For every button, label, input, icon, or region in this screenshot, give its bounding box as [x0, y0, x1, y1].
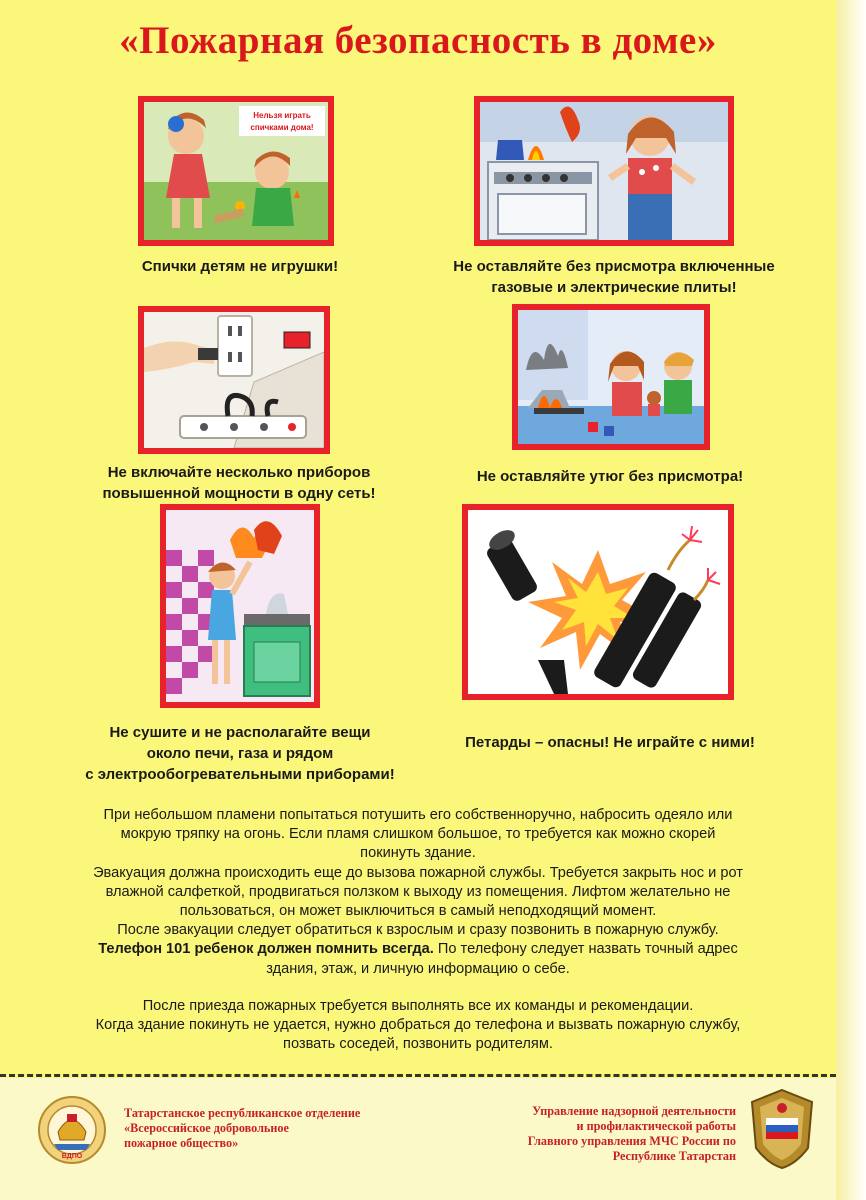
vdpo-emblem-icon	[36, 1094, 108, 1166]
clothes-near-stove-illustration	[166, 510, 314, 702]
caption-line: газовые и электрические плиты!	[491, 279, 737, 296]
footer-right-line: и профилактической работы	[576, 1119, 736, 1133]
caption-line: Не включайте несколько приборов	[107, 464, 371, 481]
footer-left-organization	[124, 1106, 424, 1151]
children-iron-illustration	[518, 310, 704, 444]
panel-socket-image	[138, 306, 330, 454]
panel-iron-image	[512, 304, 710, 450]
girl-at-stove-illustration	[480, 102, 728, 240]
footer-right-organization	[468, 1104, 736, 1164]
footer-right-line: Главного управления МЧС России по	[527, 1134, 736, 1148]
advice-line: позвать соседей, позвонить родителям.	[283, 1036, 553, 1053]
phone-line	[20, 940, 816, 959]
panel-matches-caption	[90, 256, 390, 277]
panel-drying-image	[160, 504, 320, 708]
caption-line: Петарды – опасны! Не играйте с ними!	[465, 734, 755, 751]
panel-socket-caption	[54, 462, 424, 504]
caption-line: Не сушите и не располагайте вещи	[109, 724, 371, 741]
footer-left-line: Татарстанское республиканское отделение	[124, 1106, 361, 1120]
panel-stove-image	[474, 96, 734, 246]
phone-emphasis: Телефон 101 ребенок должен помнить всегда.	[98, 941, 434, 958]
footer-divider	[0, 1074, 836, 1077]
footer-right-line: Управление надзорной деятельности	[532, 1104, 736, 1118]
firecrackers-illustration	[468, 510, 728, 694]
mchs-emblem-icon	[748, 1088, 816, 1170]
panel-firecrackers-image	[462, 504, 734, 700]
fire-safety-advice	[20, 806, 816, 1054]
inset-warning-line-2: спичками дома!	[250, 123, 314, 132]
page-edge-strip	[836, 0, 866, 1200]
footer-right-line: Республике Татарстан	[612, 1149, 736, 1163]
advice-line: При небольшом пламени попытаться потушить его собственноручно, набросить одеяло или	[103, 807, 733, 823]
panel-stove-caption	[414, 256, 814, 298]
overloaded-socket-illustration	[144, 312, 324, 448]
caption-line: Спички детям не игрушки!	[141, 258, 339, 275]
advice-line: пользоваться, он может выключиться в самый неподходящий момент.	[179, 903, 657, 920]
caption-line: Не оставляйте утюг без присмотра!	[476, 468, 744, 485]
caption-line: повышенной мощности в одну сеть!	[102, 485, 376, 502]
footer-left-line: пожарное общество»	[124, 1136, 239, 1150]
panel-firecrackers-caption	[420, 732, 800, 753]
panel-iron-caption	[440, 466, 780, 487]
inset-warning-line-1: Нельзя играть	[253, 111, 311, 120]
children-with-matches-illustration	[144, 102, 328, 240]
poster-title: «Пожарная безопасность в доме»	[119, 19, 717, 62]
caption-line: около печи, газа и рядом	[146, 745, 334, 762]
caption-line: Не оставляйте без присмотра включенные	[453, 258, 775, 275]
advice-line: После приезда пожарных требуется выполнять все их команды и рекомендации.	[142, 997, 694, 1014]
advice-line: влажной салфеткой, продвигаться ползком к выходу из помещения. Лифтом желательно не	[105, 883, 731, 900]
vdpo-emblem-label: ВДПО	[61, 1153, 83, 1160]
advice-line: Когда здание покинуть не удается, нужно добраться до телефона и вызвать пожарную службу,	[95, 1017, 741, 1034]
phone-instruction: По телефону следует назвать точный адрес	[433, 941, 738, 958]
panel-drying-caption	[40, 722, 440, 785]
advice-line: мокрую тряпку на огонь. Если пламя слишком большое, то требуется как можно скорей	[120, 826, 716, 843]
footer-left-line: «Всероссийское добровольное	[124, 1121, 289, 1135]
advice-line: покинуть здание.	[360, 845, 476, 862]
advice-line: здания, этаж, и личную информацию о себе.	[266, 960, 570, 977]
advice-line: Эвакуация должна происходить еще до вызова пожарной службы. Требуется закрыть нос и рот	[93, 864, 743, 881]
advice-line: После эвакуации следует обратиться к взрослым и сразу позвонить в пожарную службу.	[117, 922, 719, 939]
panel-matches-image	[138, 96, 334, 246]
caption-line: с электрообогревательными приборами!	[85, 766, 395, 783]
